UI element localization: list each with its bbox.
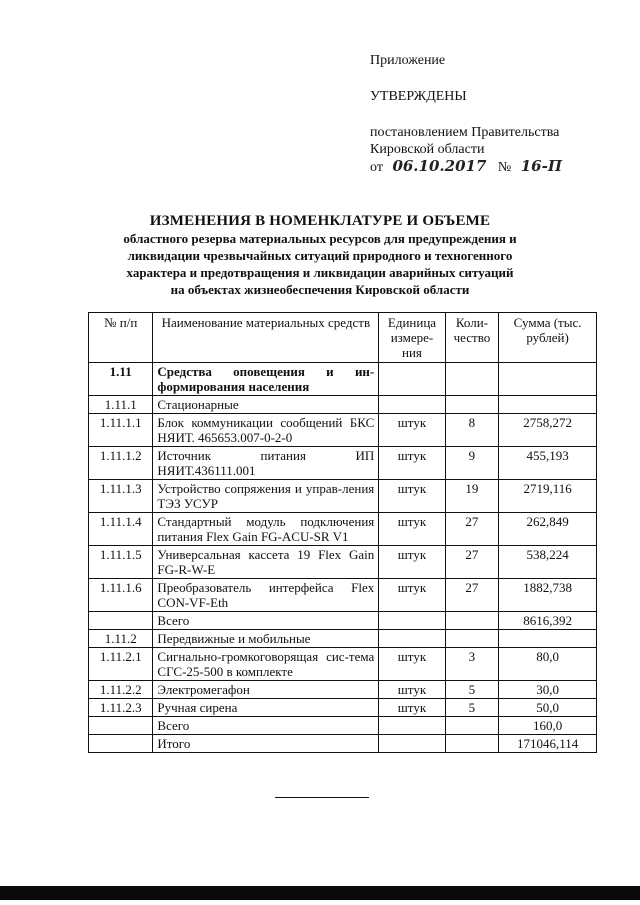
- row-qty-cell: [445, 630, 498, 648]
- title-line-2: областного резерва материальных ресурсов для предупреждения и: [123, 231, 517, 246]
- footer-divider: [275, 797, 369, 798]
- row-number-cell: [89, 735, 153, 753]
- row-sum-cell: 171046,114: [499, 735, 597, 753]
- row-qty-cell: [445, 396, 498, 414]
- row-name-cell: Сигнально-громкоговорящая сис-тема СГС-25-500 в комплекте: [153, 648, 379, 681]
- row-name-cell: Передвижные и мобильные: [153, 630, 379, 648]
- title-line-5: на объектах жизнеобеспечения Кировской области: [170, 282, 470, 297]
- resources-table: [88, 312, 597, 753]
- header-sum: Сумма (тыс. рублей): [499, 313, 597, 363]
- row-qty-cell: 19: [445, 480, 498, 513]
- row-sum-cell: 80,0: [499, 648, 597, 681]
- table-row: [89, 717, 597, 735]
- row-sum-cell: 262,849: [499, 513, 597, 546]
- row-unit-cell: штук: [379, 699, 445, 717]
- table-row: [89, 447, 597, 480]
- row-qty-cell: [445, 363, 498, 396]
- row-unit-cell: [379, 735, 445, 753]
- table-row: [89, 681, 597, 699]
- row-name-cell: Итого: [153, 735, 379, 753]
- row-name-cell: Источник питания ИП НЯИТ.436111.001: [153, 447, 379, 480]
- decree-line-1: постановлением Правительства: [370, 125, 560, 140]
- row-number-cell: 1.11.1.4: [89, 513, 153, 546]
- row-number-cell: 1.11.1.6: [89, 579, 153, 612]
- row-number-cell: 1.11.2: [89, 630, 153, 648]
- header-unit: Единица измере-ния: [379, 313, 445, 363]
- row-name-cell: Преобразователь интерфейса Flex CON-VF-Eth: [153, 579, 379, 612]
- row-name-cell: Блок коммуникации сообщений БКС НЯИТ. 465653.007-0-2-0: [153, 414, 379, 447]
- scan-edge-bar: [0, 886, 640, 900]
- row-number-cell: 1.11.2.1: [89, 648, 153, 681]
- row-unit-cell: штук: [379, 648, 445, 681]
- row-name-cell: Универсальная кассета 19 Flex Gain FG-R-W-E: [153, 546, 379, 579]
- row-unit-cell: штук: [379, 579, 445, 612]
- table-body: [89, 363, 597, 753]
- table-row: [89, 396, 597, 414]
- decree-date-line: [370, 158, 620, 176]
- table-row: [89, 414, 597, 447]
- row-number-cell: [89, 717, 153, 735]
- row-qty-cell: 5: [445, 699, 498, 717]
- header-qty: Коли-чество: [445, 313, 498, 363]
- row-number-cell: 1.11.1.3: [89, 480, 153, 513]
- row-qty-cell: [445, 735, 498, 753]
- row-name-cell: Всего: [153, 612, 379, 630]
- row-unit-cell: штук: [379, 513, 445, 546]
- title-line-3: ликвидации чрезвычайных ситуаций природного и техногенного: [127, 248, 513, 263]
- row-name-cell: Электромегафон: [153, 681, 379, 699]
- row-unit-cell: штук: [379, 546, 445, 579]
- row-number-cell: 1.11: [89, 363, 153, 396]
- row-unit-cell: [379, 396, 445, 414]
- row-sum-cell: 2758,272: [499, 414, 597, 447]
- title-main: ИЗМЕНЕНИЯ В НОМЕНКЛАТУРЕ И ОБЪЕМЕ: [149, 213, 491, 229]
- row-number-cell: 1.11.1: [89, 396, 153, 414]
- row-sum-cell: [499, 363, 597, 396]
- row-qty-cell: 5: [445, 681, 498, 699]
- row-name-cell: Устройство сопряжения и управ-ления ТЭЗ УСУР: [153, 480, 379, 513]
- number-prefix: №: [497, 160, 512, 175]
- row-name-cell: Стандартный модуль подключения питания Flex Gain FG-ACU-SR V1: [153, 513, 379, 546]
- row-number-cell: 1.11.1.5: [89, 546, 153, 579]
- header-name: Наименование материальных средств: [153, 313, 379, 363]
- row-sum-cell: 160,0: [499, 717, 597, 735]
- document-title: [60, 212, 580, 298]
- row-name-cell: Ручная сирена: [153, 699, 379, 717]
- table-row: [89, 513, 597, 546]
- approved-label: УТВЕРЖДЕНЫ: [370, 89, 467, 104]
- row-unit-cell: [379, 363, 445, 396]
- row-unit-cell: штук: [379, 480, 445, 513]
- decree-date: 06.10.2017: [392, 157, 487, 175]
- approval-block: [370, 52, 620, 176]
- row-qty-cell: [445, 717, 498, 735]
- table-row: [89, 363, 597, 396]
- header-num: № п/п: [89, 313, 153, 363]
- row-number-cell: 1.11.2.2: [89, 681, 153, 699]
- row-qty-cell: 27: [445, 579, 498, 612]
- row-unit-cell: [379, 630, 445, 648]
- table-row: [89, 735, 597, 753]
- row-qty-cell: [445, 612, 498, 630]
- row-name-cell: Всего: [153, 717, 379, 735]
- row-sum-cell: 30,0: [499, 681, 597, 699]
- row-qty-cell: 27: [445, 513, 498, 546]
- row-number-cell: [89, 612, 153, 630]
- row-unit-cell: штук: [379, 681, 445, 699]
- row-sum-cell: 50,0: [499, 699, 597, 717]
- row-sum-cell: 8616,392: [499, 612, 597, 630]
- row-name-cell: Средства оповещения и ин-формирования населения: [153, 363, 379, 396]
- decree-number: 16-П: [520, 157, 563, 175]
- row-sum-cell: 2719,116: [499, 480, 597, 513]
- date-prefix: от: [370, 160, 383, 175]
- table-header-row: [89, 313, 597, 363]
- decree-line-2: Кировской области: [370, 142, 485, 157]
- table-row: [89, 648, 597, 681]
- row-qty-cell: 27: [445, 546, 498, 579]
- row-number-cell: 1.11.2.3: [89, 699, 153, 717]
- row-number-cell: 1.11.1.2: [89, 447, 153, 480]
- table-row: [89, 612, 597, 630]
- row-sum-cell: [499, 630, 597, 648]
- table-row: [89, 630, 597, 648]
- row-qty-cell: 8: [445, 414, 498, 447]
- row-unit-cell: [379, 717, 445, 735]
- row-sum-cell: [499, 396, 597, 414]
- row-name-cell: Стационарные: [153, 396, 379, 414]
- row-sum-cell: 538,224: [499, 546, 597, 579]
- row-number-cell: 1.11.1.1: [89, 414, 153, 447]
- table-row: [89, 480, 597, 513]
- appendix-label: Приложение: [370, 53, 446, 68]
- table-row: [89, 699, 597, 717]
- row-sum-cell: 455,193: [499, 447, 597, 480]
- row-qty-cell: 9: [445, 447, 498, 480]
- title-line-4: характера и предотвращения и ликвидации аварийных ситуаций: [126, 265, 514, 280]
- row-qty-cell: 3: [445, 648, 498, 681]
- row-unit-cell: штук: [379, 447, 445, 480]
- table-row: [89, 546, 597, 579]
- row-unit-cell: штук: [379, 414, 445, 447]
- row-unit-cell: [379, 612, 445, 630]
- row-sum-cell: 1882,738: [499, 579, 597, 612]
- table-row: [89, 579, 597, 612]
